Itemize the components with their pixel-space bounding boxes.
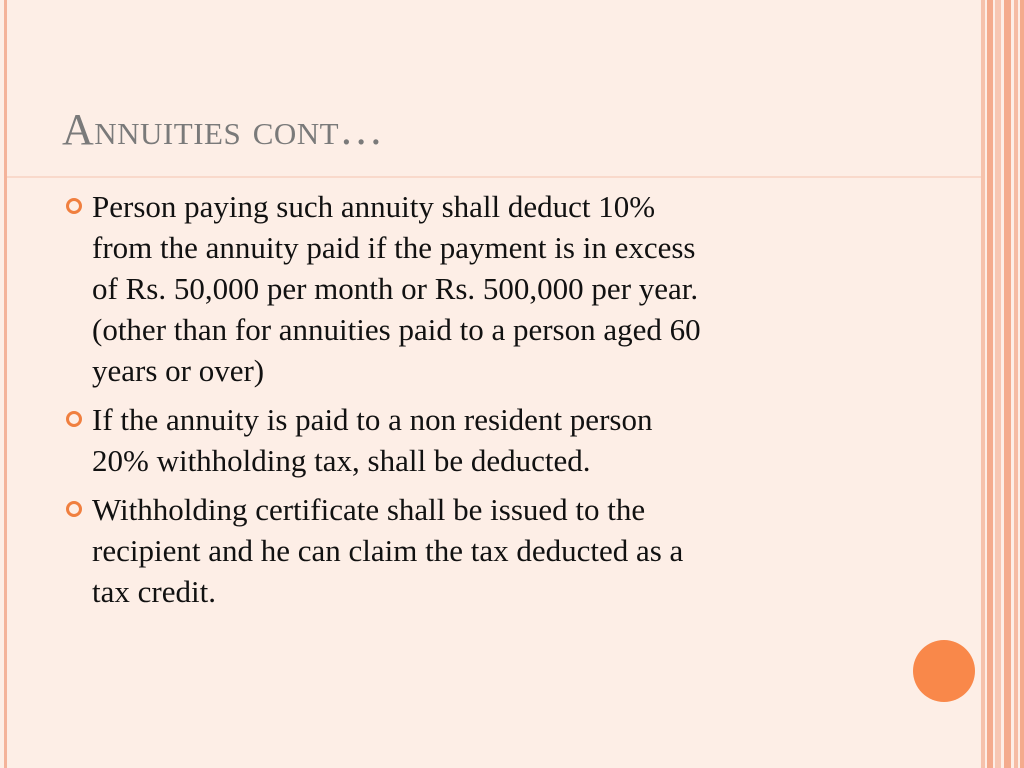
right-stripe xyxy=(987,0,993,768)
title-divider xyxy=(7,176,981,178)
bullet-list xyxy=(62,186,892,620)
slide-title: Annuities cont… xyxy=(62,105,384,154)
ring-bullet-icon xyxy=(66,501,82,517)
orange-circle-decoration xyxy=(913,640,975,702)
bullet-text: If the annuity is paid to a non resident person 20% withholding tax, shall be deducted. xyxy=(92,402,653,478)
bullet-item xyxy=(62,399,892,481)
ring-bullet-icon xyxy=(66,198,82,214)
bullet-text: Person paying such annuity shall deduct 10% from the annuity paid if the payment is in excess of Rs. 50,000 per month or Rs. 500,000 per year. (other than for annuities paid to a person aged 60 years or over) xyxy=(92,189,701,388)
bullet-text: Withholding certificate shall be issued to the recipient and he can claim the tax deducted as a tax credit. xyxy=(92,492,684,609)
right-stripe xyxy=(1014,0,1018,768)
right-stripe xyxy=(1020,0,1024,768)
right-stripe xyxy=(981,0,985,768)
right-stripe xyxy=(995,0,1001,768)
right-stripe xyxy=(1004,0,1011,768)
ring-bullet-icon xyxy=(66,411,82,427)
bullet-item xyxy=(62,489,892,612)
bullet-item xyxy=(62,186,892,391)
